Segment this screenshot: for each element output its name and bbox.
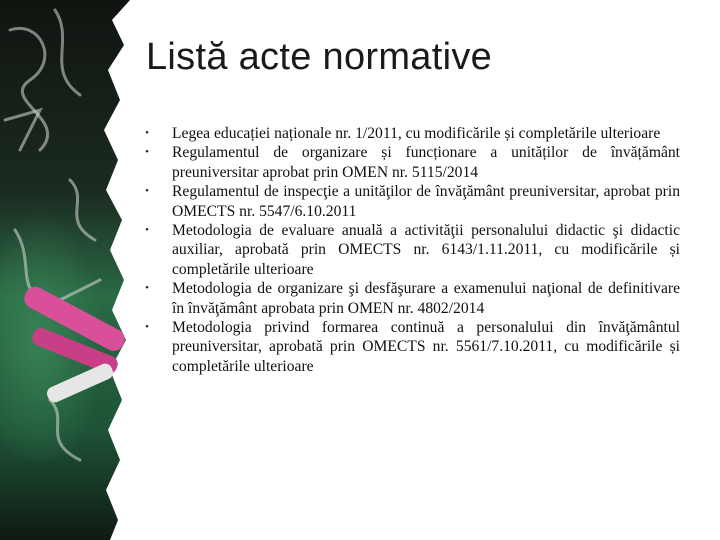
bullet-icon: • [145,321,149,334]
list-item-text: Legea educației naționale nr. 1/2011, cu modificările și completările ulterioare [172,125,661,142]
list-item-text: Regulamentul de inspecţie a unităţilor de învăţământ preuniversitar, aprobat prin OMECTS nr. 5547/6.10.2011 [172,183,680,220]
bullet-icon: • [145,282,149,295]
bullet-icon: • [145,146,149,159]
list-item [140,143,680,182]
list-item [140,221,680,279]
slide-title: Listă acte normative [146,36,493,78]
list-item-text: Metodologia de organizare şi desfăşurare a examenului naţional de definitivare în învăţământ aprobata prin OMEN nr. 4802/2014 [172,280,680,317]
chalkboard-decoration [0,0,130,540]
bullet-icon: • [145,224,149,237]
list-item [140,182,680,221]
list-item [140,124,680,143]
list-item-text: Regulamentul de organizare și funcționare a unităților de învățământ preuniversitar aprobat prin OMEN nr. 5115/2014 [172,144,680,181]
bullet-icon: • [145,185,149,198]
normative-acts-list [140,124,680,376]
bullet-icon: • [145,127,149,139]
list-item-text: Metodologia de evaluare anuală a activităţii personalului didactic şi didactic auxiliar, aprobată prin OMECTS nr. 6143/1.11.2011, cu modificările și completările ulterioare [172,222,680,278]
list-item-text: Metodologia privind formarea continuă a personalului din învăţământul preuniversitar, aprobată prin OMECTS nr. 5561/7.10.2011, cu modificările și completările ulterioare [172,319,680,375]
list-item [140,318,680,376]
list-item [140,279,680,318]
